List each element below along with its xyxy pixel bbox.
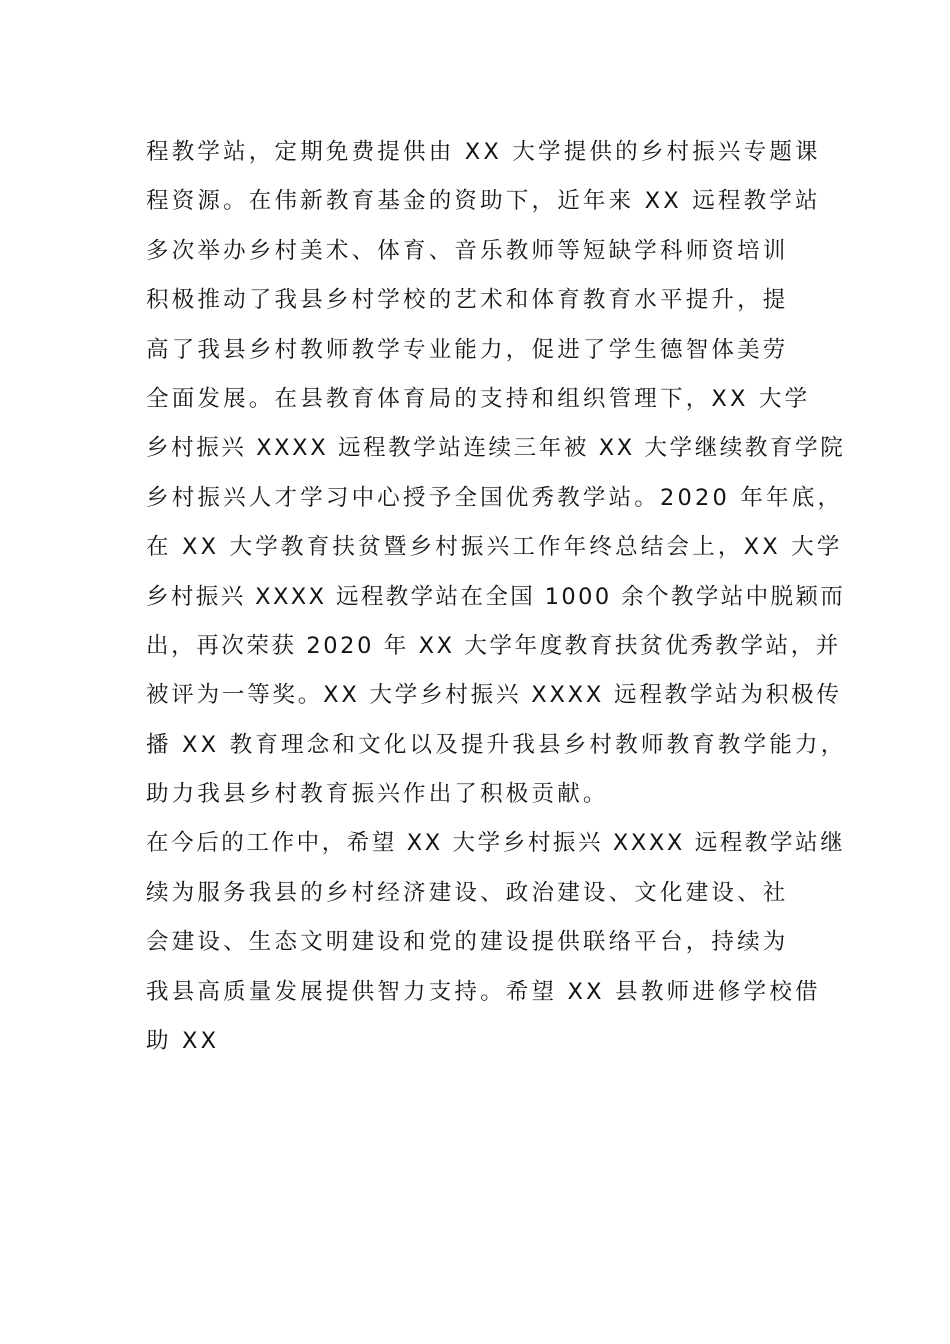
- body-text: [146, 128, 846, 1066]
- text-line: 乡村振兴 XXXX 远程教学站在全国 1000 余个教学站中脱颖而: [146, 583, 846, 610]
- text-line: 程资源。在伟新教育基金的资助下，近年来 XX 远程教学站: [146, 188, 821, 215]
- text-line: 播 XX 教育理念和文化以及提升我县乡村教师教育教学能力，: [146, 731, 847, 758]
- text-line: 续为服务我县的乡村经济建设、政治建设、文化建设、社: [146, 879, 789, 906]
- text-line: 乡村振兴人才学习中心授予全国优秀教学站。2020 年年底，: [146, 484, 844, 511]
- text-line: 在 XX 大学教育扶贫暨乡村振兴工作年终总结会上，XX 大学: [146, 534, 843, 561]
- text-line: 我县高质量发展提供智力支持。希望 XX 县教师进修学校借: [146, 978, 821, 1005]
- text-line: 积极推动了我县乡村学校的艺术和体育教育水平提升，提: [146, 287, 789, 314]
- text-line: 会建设、生态文明建设和党的建设提供联络平台，持续为: [146, 929, 789, 956]
- text-line: 多次举办乡村美术、体育、音乐教师等短缺学科师资培训: [146, 237, 789, 264]
- text-line: 出，再次荣获 2020 年 XX 大学年度教育扶贫优秀教学站，并: [146, 632, 841, 659]
- text-line: 全面发展。在县教育体育局的支持和组织管理下，XX 大学: [146, 385, 811, 412]
- text-line: 乡村振兴 XXXX 远程教学站连续三年被 XX 大学继续教育学院: [146, 435, 846, 462]
- text-line: 被评为一等奖。XX 大学乡村振兴 XXXX 远程教学站为积极传: [146, 682, 842, 709]
- text-line: 在今后的工作中，希望 XX 大学乡村振兴 XXXX 远程教学站继: [146, 830, 846, 857]
- text-line: 助力我县乡村教育振兴作出了积极贡献。: [146, 781, 609, 808]
- text-line: 程教学站，定期免费提供由 XX 大学提供的乡村振兴专题课: [146, 139, 821, 165]
- text-line: 高了我县乡村教师教学专业能力，促进了学生德智体美劳: [146, 336, 789, 363]
- text-line: 助 XX: [146, 1028, 220, 1055]
